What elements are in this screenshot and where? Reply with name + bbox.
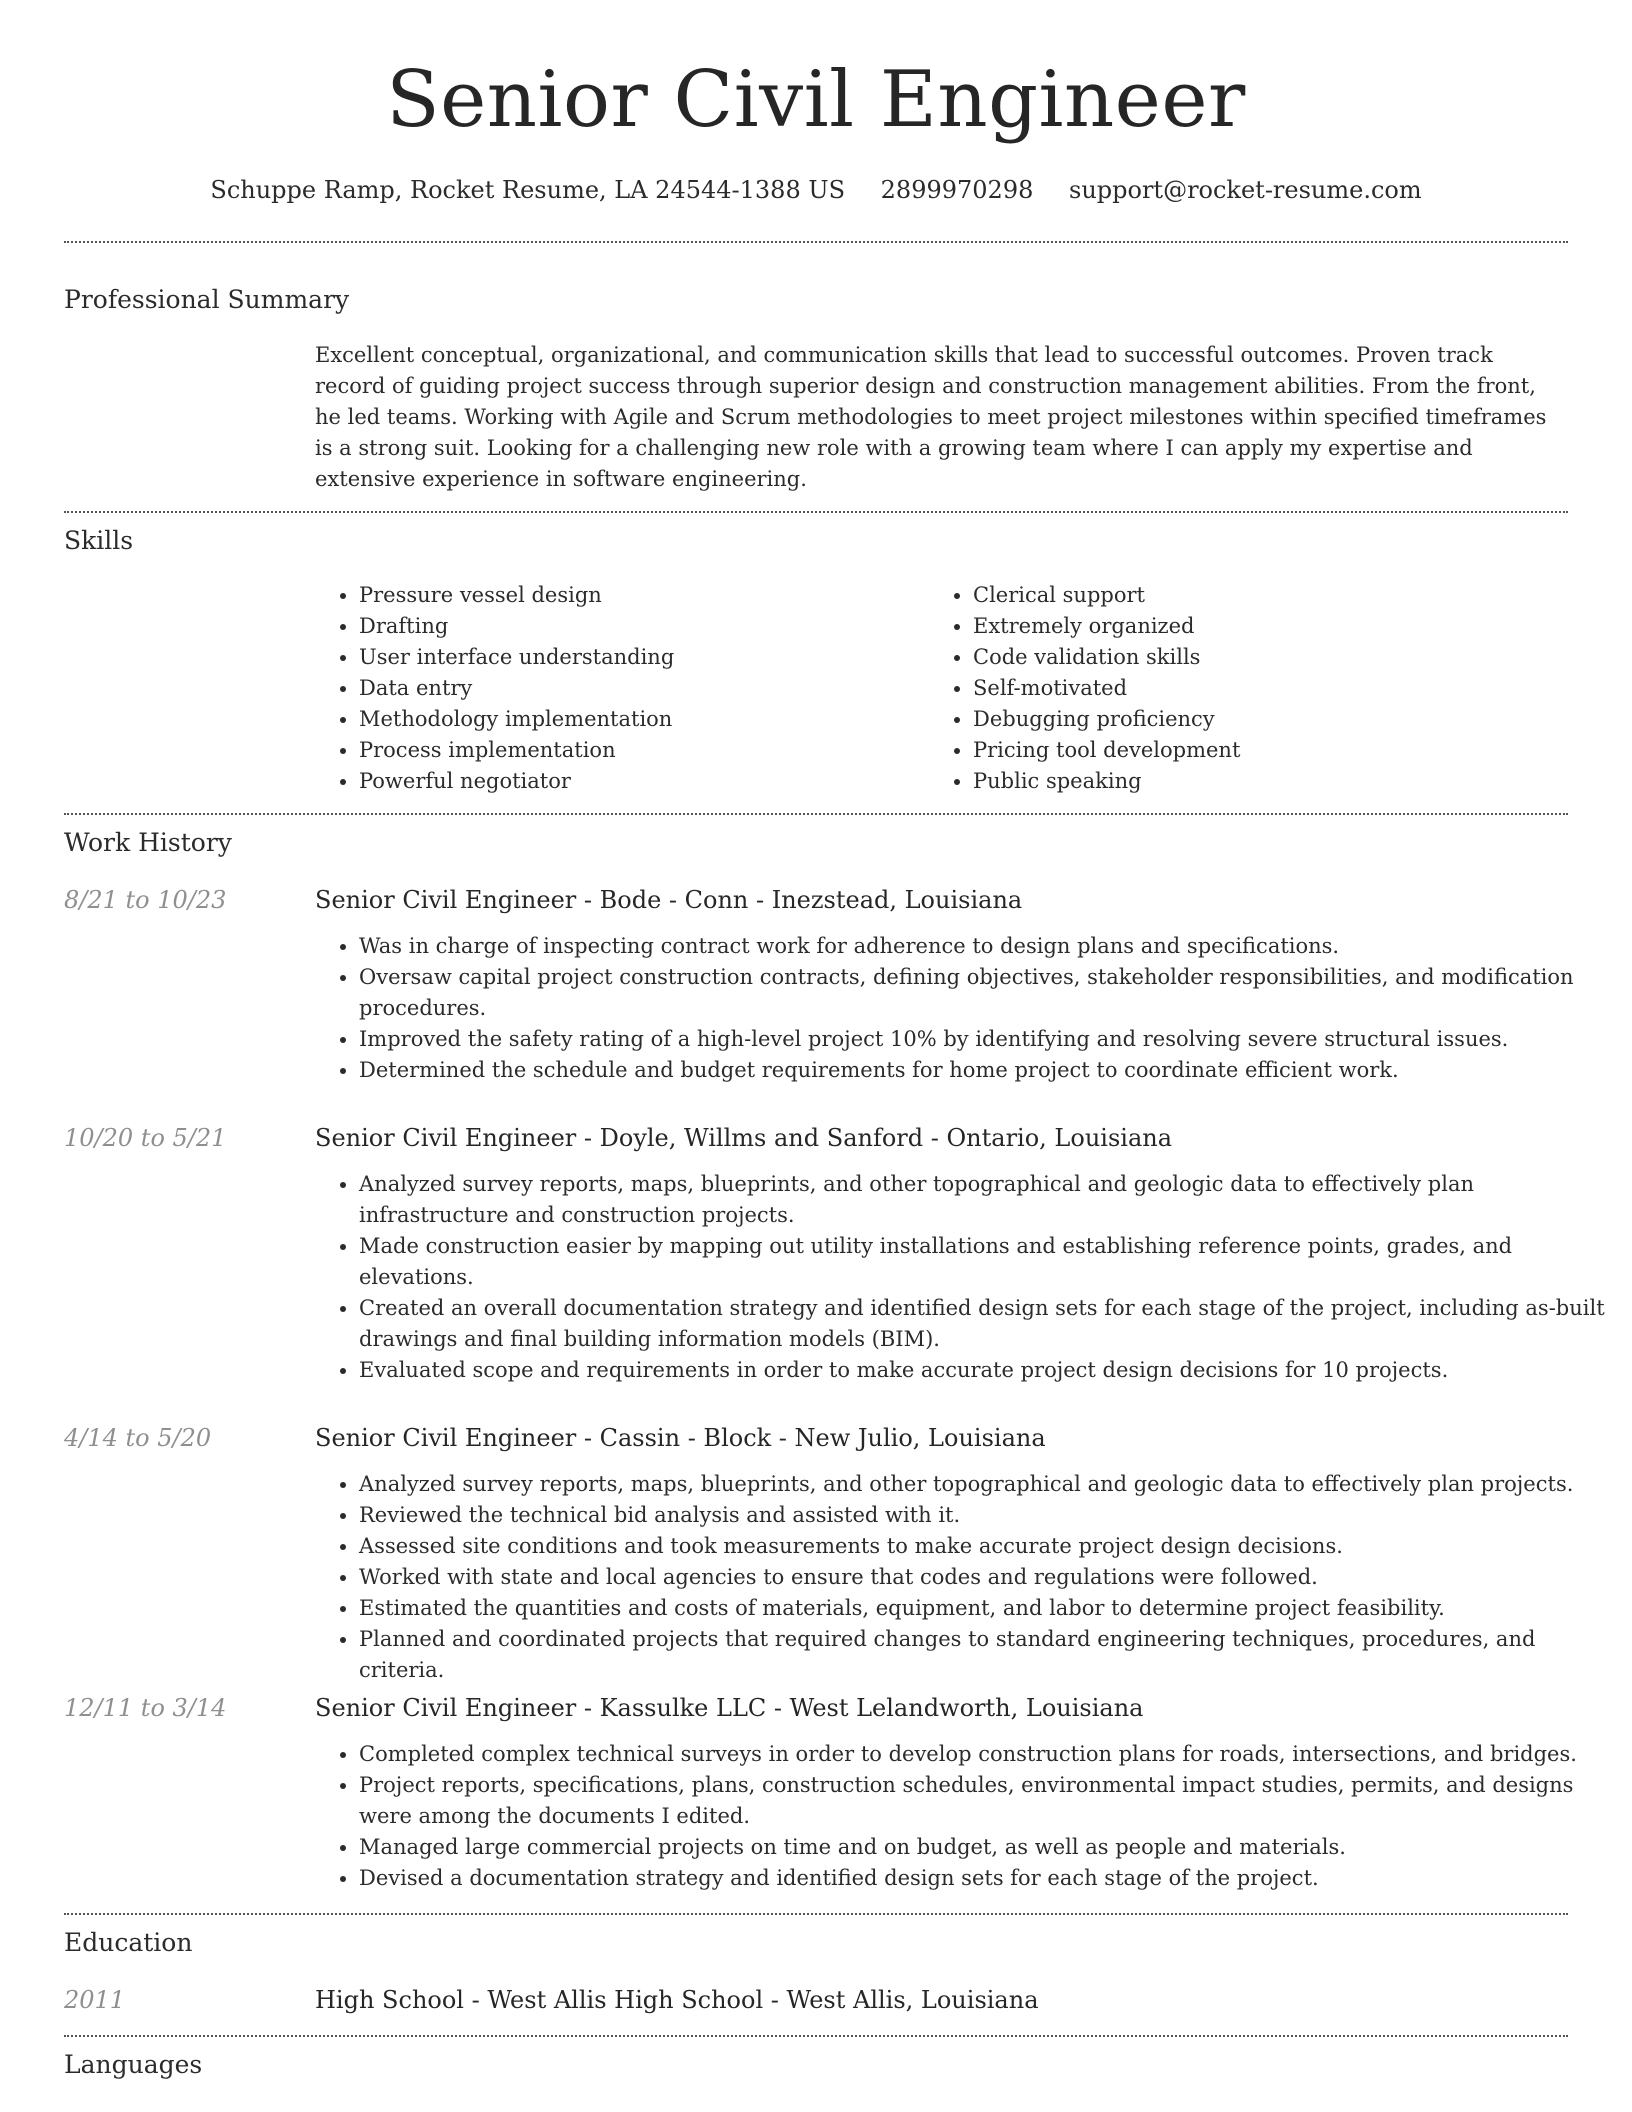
skill-item: • Methodology implementation xyxy=(359,704,929,735)
job-title: Senior Civil Engineer - Cassin - Block - New Julio, Louisiana xyxy=(315,1424,1046,1452)
job-bullet: • Worked with state and local agencies to ensure that codes and regulations were followed. xyxy=(359,1562,1612,1593)
skills-heading: Skills xyxy=(64,526,134,555)
skill-item: • Extremely organized xyxy=(973,611,1543,642)
skills-column-left xyxy=(315,580,929,797)
job-bullet: • Devised a documentation strategy and identified design sets for each stage of the project. xyxy=(359,1863,1612,1894)
job-bullet: • Analyzed survey reports, maps, blueprints, and other topographical and geologic data to effectively plan infrastructure and construction projects. xyxy=(359,1169,1612,1231)
resume-name: Senior Civil Engineer xyxy=(386,55,1246,145)
languages-heading: Languages xyxy=(64,2050,203,2079)
section-divider xyxy=(64,241,1568,243)
summary-text: Excellent conceptual, organizational, and communication skills that lead to successful outcomes. Proven track record of guiding project success through superior design and construction management abilities. From the front, he led teams. Working with Agile and Scrum methodologies to meet project milestones within specified timeframes is a strong suit. Looking for a challenging new role with a growing team where I can apply my expertise and extensive experience in software engineering. xyxy=(315,343,1547,491)
skill-item: • Pricing tool development xyxy=(973,735,1543,766)
skill-item: • Code validation skills xyxy=(973,642,1543,673)
job-bullet: • Planned and coordinated projects that required changes to standard engineering techniques, procedures, and criteria. xyxy=(359,1624,1612,1686)
section-divider xyxy=(64,1913,1568,1915)
job-bullets xyxy=(315,931,1612,1086)
job-dates: 4/14 to 5/20 xyxy=(64,1424,212,1452)
skill-item: • Pressure vessel design xyxy=(359,580,929,611)
education-heading: Education xyxy=(64,1928,193,1957)
skill-item: • Public speaking xyxy=(973,766,1543,797)
job-bullet: • Reviewed the technical bid analysis and assisted with it. xyxy=(359,1500,1612,1531)
job-title: Senior Civil Engineer - Bode - Conn - Inezstead, Louisiana xyxy=(315,886,1023,914)
job-dates: 12/11 to 3/14 xyxy=(64,1694,227,1722)
contact-phone: 2899970298 xyxy=(880,176,1034,204)
job-title: Senior Civil Engineer - Doyle, Willms and Sanford - Ontario, Louisiana xyxy=(315,1124,1173,1152)
section-divider xyxy=(64,511,1568,513)
job-bullet: • Managed large commercial projects on time and on budget, as well as people and materials. xyxy=(359,1832,1612,1863)
skill-item: • Powerful negotiator xyxy=(359,766,929,797)
contact-line xyxy=(64,172,1568,208)
job-dates: 10/20 to 5/21 xyxy=(64,1124,227,1152)
contact-email: support@rocket-resume.com xyxy=(1069,176,1422,204)
job-bullet: • Determined the schedule and budget requirements for home project to coordinate efficient work. xyxy=(359,1055,1612,1086)
job-bullet: • Was in charge of inspecting contract work for adherence to design plans and specifications. xyxy=(359,931,1612,962)
job-bullet: • Project reports, specifications, plans, construction schedules, environmental impact studies, permits, and designs were among the documents I edited. xyxy=(359,1770,1612,1832)
job-bullet: • Created an overall documentation strategy and identified design sets for each stage of the project, including as-built drawings and final building information models (BIM). xyxy=(359,1293,1612,1355)
skills-column-right xyxy=(929,580,1543,797)
job-bullet: • Completed complex technical surveys in order to develop construction plans for roads, intersections, and bridges. xyxy=(359,1739,1612,1770)
skill-item: • Clerical support xyxy=(973,580,1543,611)
job-bullets xyxy=(315,1169,1612,1386)
job-bullets xyxy=(315,1739,1612,1894)
work-history-heading: Work History xyxy=(64,828,232,857)
job-dates: 8/21 to 10/23 xyxy=(64,886,227,914)
skill-item: • Drafting xyxy=(359,611,929,642)
job-bullet: • Made construction easier by mapping out utility installations and establishing reference points, grades, and elevations. xyxy=(359,1231,1612,1293)
job-title: Senior Civil Engineer - Kassulke LLC - West Lelandworth, Louisiana xyxy=(315,1694,1144,1722)
summary-heading: Professional Summary xyxy=(64,285,350,314)
contact-address: Schuppe Ramp, Rocket Resume, LA 24544-1388 US xyxy=(210,176,846,204)
job-bullet: • Estimated the quantities and costs of materials, equipment, and labor to determine project feasibility. xyxy=(359,1593,1612,1624)
skill-item: • Debugging proficiency xyxy=(973,704,1543,735)
skill-item: • Process implementation xyxy=(359,735,929,766)
section-divider xyxy=(64,2035,1568,2037)
job-bullet: • Oversaw capital project construction contracts, defining objectives, stakeholder responsibilities, and modification procedures. xyxy=(359,962,1612,1024)
section-divider xyxy=(64,813,1568,815)
job-bullets xyxy=(315,1469,1612,1686)
job-bullet: • Assessed site conditions and took measurements to make accurate project design decisions. xyxy=(359,1531,1612,1562)
skill-item: • Self-motivated xyxy=(973,673,1543,704)
job-bullet: • Improved the safety rating of a high-level project 10% by identifying and resolving severe structural issues. xyxy=(359,1024,1612,1055)
skill-item: • Data entry xyxy=(359,673,929,704)
job-bullet: • Analyzed survey reports, maps, blueprints, and other topographical and geologic data to effectively plan projects. xyxy=(359,1469,1612,1500)
education-title: High School - West Allis High School - West Allis, Louisiana xyxy=(315,1986,1039,2014)
skills-list xyxy=(315,580,1568,797)
job-bullet: • Evaluated scope and requirements in order to make accurate project design decisions for 10 projects. xyxy=(359,1355,1612,1386)
education-year: 2011 xyxy=(64,1986,126,2014)
skill-item: • User interface understanding xyxy=(359,642,929,673)
